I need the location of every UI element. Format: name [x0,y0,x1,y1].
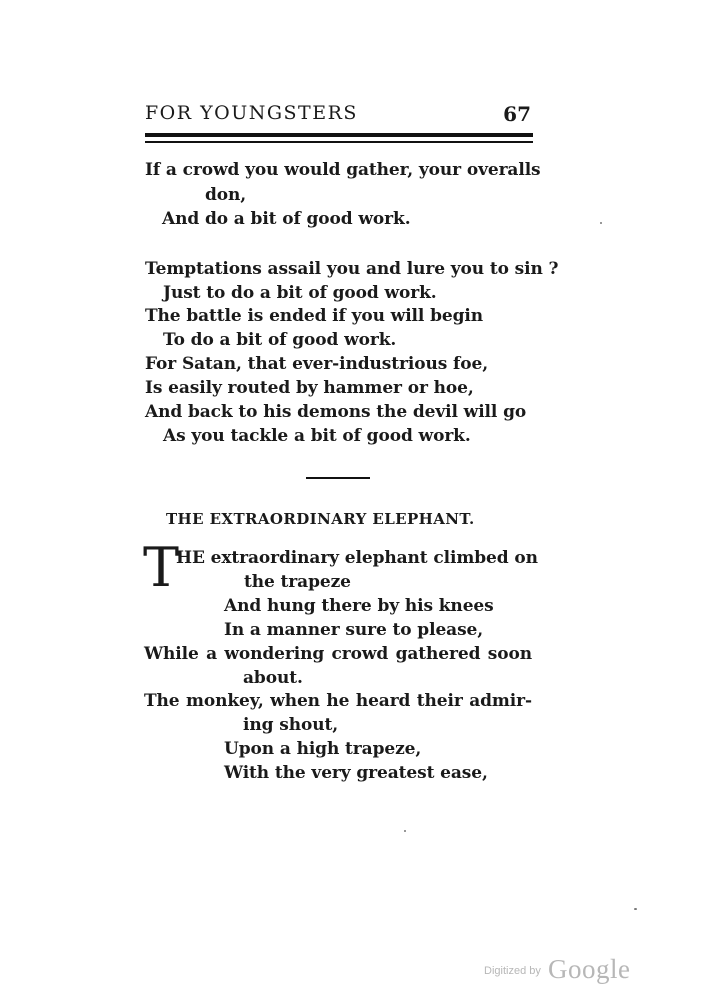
scan-speck [634,908,637,910]
verse-line: the trapeze [244,572,351,592]
verse-line: And back to his demons the devil will go [145,402,527,422]
verse-line: don, [205,185,247,205]
verse-word: their [416,691,463,711]
verse-word: when [270,691,320,711]
verse-word: wondering [224,644,325,664]
verse-word: soon [487,644,532,664]
verse-line: As you tackle a bit of good work. [163,426,471,446]
page-number: 67 [503,102,531,126]
running-head-title: FOR YOUNGSTERS [145,102,358,124]
poem-title: THE EXTRAORDINARY ELEPHANT. [166,510,475,528]
verse-word: gathered [395,644,481,664]
verse-word: The [144,691,180,711]
verse-line: about. [243,668,303,688]
verse-line: If a crowd you would gather, your overalls [145,160,541,180]
verse-line [144,690,532,712]
verse-word: crowd [331,644,389,664]
verse-word: he [326,691,350,711]
verse-word: a [206,644,217,664]
verse-line: With the very greatest ease, [224,763,488,783]
verse-line: Is easily routed by hammer or hoe, [145,378,474,398]
verse-line: To do a bit of good work. [163,330,397,350]
header-rule-thick [145,133,533,137]
verse-word: heard [355,691,411,711]
verse-line: Just to do a bit of good work. [163,283,437,303]
verse-line: And do a bit of good work. [162,209,411,229]
watermark-prefix: Digitized by [484,965,541,977]
section-separator [306,477,370,479]
google-logo: Google [547,954,631,984]
scan-speck [600,222,602,224]
verse-line: Temptations assail you and lure you to sin ? [145,259,559,279]
verse-line: HE extraordinary elephant climbed on [176,548,538,568]
verse-line: For Satan, that ever-industrious foe, [145,354,489,374]
verse-line: The battle is ended if you will begin [145,306,483,326]
digitized-watermark [484,954,630,985]
verse-line: And hung there by his knees [224,596,494,616]
running-head [145,102,533,132]
header-rule-thin [145,141,533,143]
verse-word: monkey, [185,691,264,711]
drop-cap: T [143,536,180,599]
verse-word: admir- [469,691,532,711]
verse-line [144,643,532,665]
verse-line: In a manner sure to please, [224,620,484,640]
verse-line: ing shout, [243,715,339,735]
verse-line: Upon a high trapeze, [224,739,422,759]
verse-word: While [144,644,199,664]
scan-speck [404,830,406,832]
